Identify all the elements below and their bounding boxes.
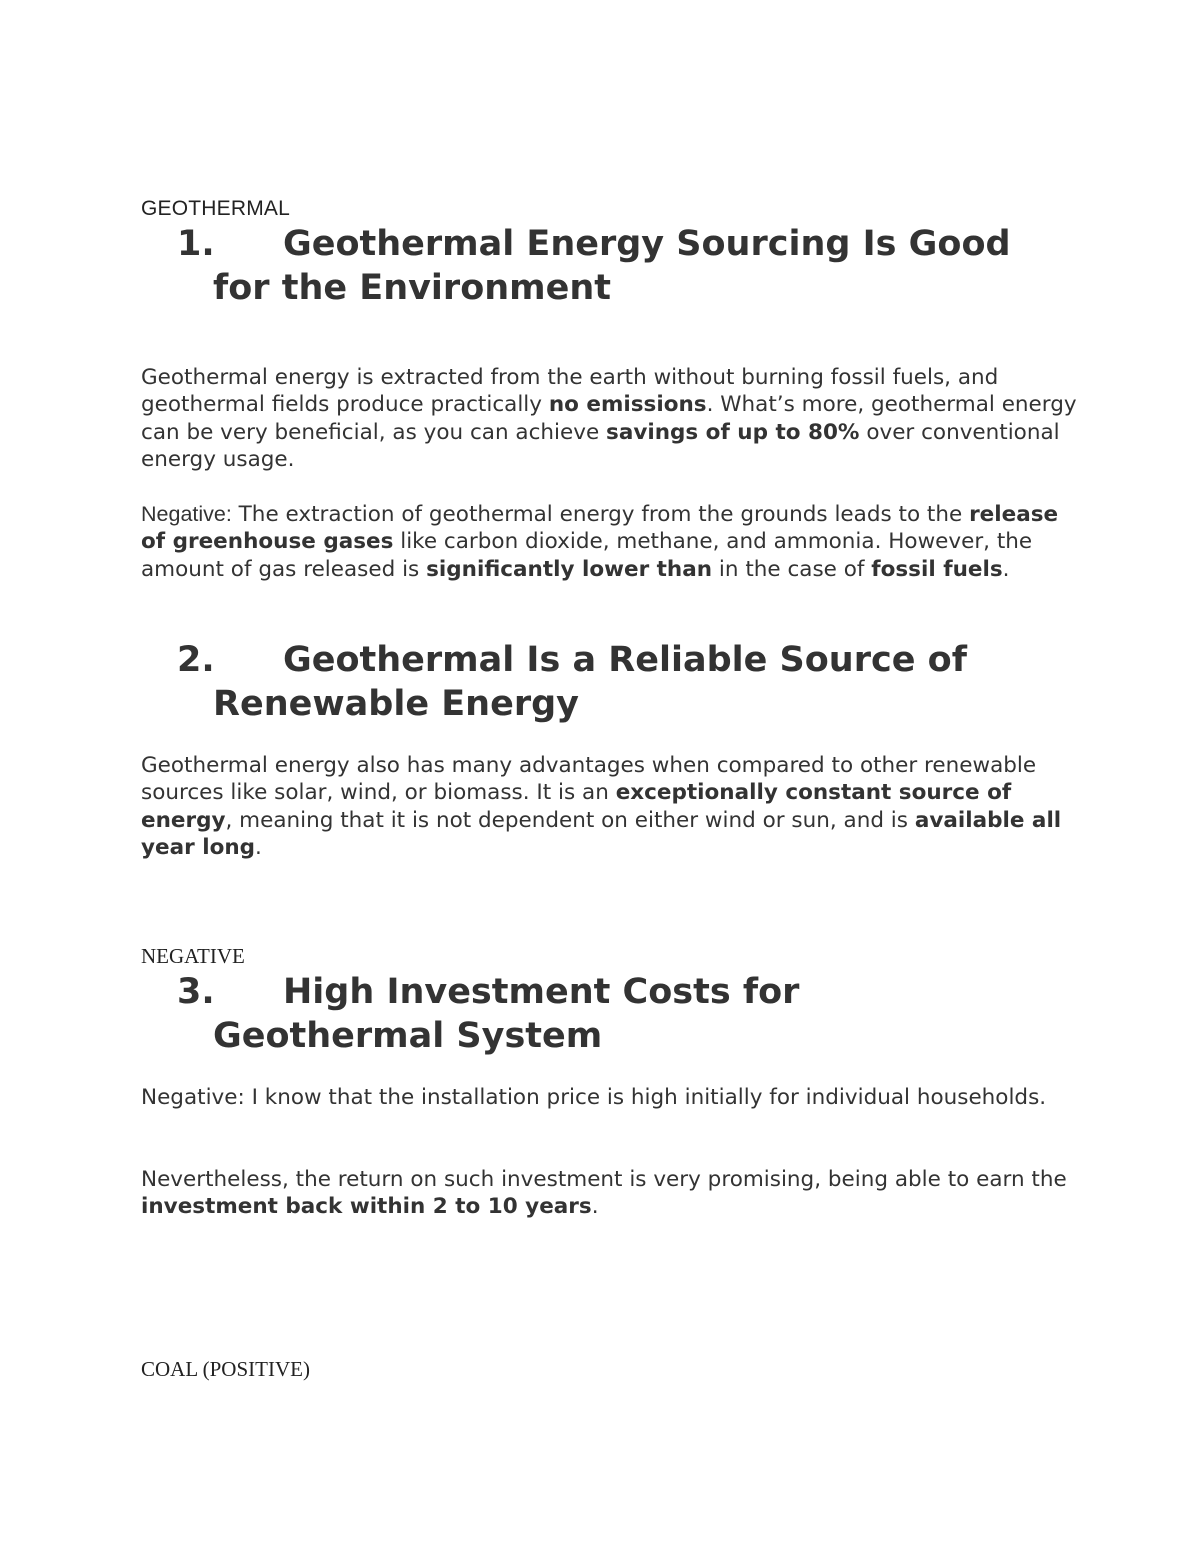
- bold-run: investment back within 2 to 10 years: [141, 1194, 592, 1220]
- heading-2-line1: Geothermal Is a Reliable Source of: [283, 640, 967, 680]
- paragraph-reliable-source: [141, 752, 1081, 861]
- text-run: . What’s more, geothermal energy can be very beneficial, as you can achieve: [141, 392, 1077, 445]
- heading-3-number: 3.: [177, 972, 215, 1012]
- section-label-geothermal: GEOTHERMAL: [141, 197, 291, 220]
- paragraph-investment-return: [141, 1166, 1081, 1221]
- paragraph-investment-negative: [141, 1084, 1081, 1111]
- text-run: Geothermal energy also has many advantages when compared to other renewable sources like solar, wind, or biomass. It is an: [141, 753, 1037, 806]
- heading-3-line2: Geothermal System: [213, 1016, 603, 1056]
- heading-3-line1: High Investment Costs for: [283, 972, 800, 1012]
- heading-1-line2: for the Environment: [213, 268, 612, 308]
- text-run: Nevertheless, the return on such investment is very promising, being able to earn the: [141, 1167, 1067, 1192]
- text-run: The extraction of geothermal energy from the grounds leads to the: [231, 502, 970, 527]
- paragraph-geothermal-benefits: [141, 364, 1081, 473]
- bold-run: no emissions: [548, 392, 707, 418]
- heading-1-line1: Geothermal Energy Sourcing Is Good: [283, 224, 1011, 264]
- heading-1-number: 1.: [177, 224, 215, 264]
- paragraph-geothermal-negative: [141, 501, 1081, 583]
- heading-2-number: 2.: [177, 640, 215, 680]
- bold-run: release of greenhouse gases: [141, 502, 1059, 555]
- text-run: over conventional energy usage.: [141, 419, 1060, 472]
- text-run: like carbon dioxide, methane, and ammonia. However, the amount of gas released is: [141, 529, 1033, 582]
- bold-run: savings of up to 80%: [606, 419, 860, 445]
- heading-2: [177, 638, 1077, 726]
- heading-3: [177, 970, 1077, 1058]
- section-label-negative: NEGATIVE: [141, 944, 245, 968]
- heading-2-line2: Renewable Energy: [213, 684, 579, 724]
- bold-run: available all year long: [141, 807, 1062, 860]
- text-run: , meaning that it is not dependent on either wind or sun, and is: [225, 807, 915, 833]
- text-run: .: [255, 834, 262, 860]
- negative-label: Negative:: [141, 502, 232, 526]
- text-run: in the case of: [712, 556, 872, 582]
- section-label-coal: COAL (POSITIVE): [141, 1357, 310, 1381]
- text-run: Negative: I know that the installation price is high initially for individual households.: [141, 1085, 1047, 1110]
- bold-run: significantly lower than: [426, 556, 713, 582]
- text-run: .: [1002, 556, 1010, 582]
- bold-run: fossil fuels: [871, 556, 1003, 582]
- heading-1: [177, 222, 1077, 310]
- text-run: Geothermal energy is extracted from the earth without burning fossil fuels, and geothermal fields produce practically: [141, 365, 999, 418]
- bold-run: exceptionally constant source of energy: [141, 780, 1012, 833]
- text-run: .: [591, 1194, 599, 1220]
